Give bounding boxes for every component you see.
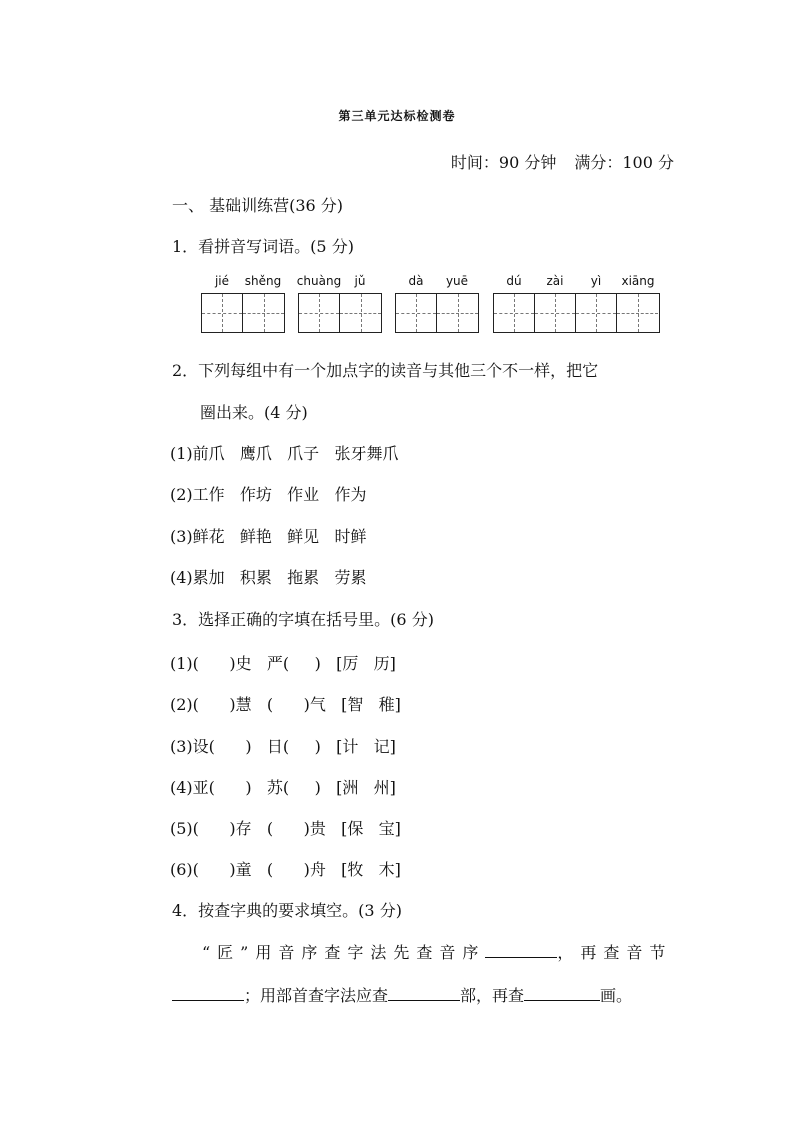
- exam-meta: [451, 150, 674, 173]
- writing-grid[interactable]: [395, 293, 479, 333]
- question-3-item[interactable]: (3)设( ) 日( ) [计 记]: [170, 737, 396, 756]
- question-4-line-1: [202, 940, 672, 963]
- question-3-prompt: 3．选择正确的字填在括号里。(6 分): [172, 610, 434, 629]
- writing-grid[interactable]: [493, 293, 660, 333]
- character-cell[interactable]: [243, 294, 284, 332]
- question-2-prompt-cont: 圈出来。(4 分): [200, 403, 308, 422]
- question-3-item[interactable]: (5)( )存 ( )贵 [保 宝]: [170, 819, 401, 838]
- question-3-item[interactable]: (6)( )童 ( )舟 [牧 木]: [170, 860, 401, 879]
- pinyin: jǔ: [354, 274, 366, 288]
- question-2-item: (3)鲜花 鲜艳 鲜见 时鲜: [170, 527, 367, 546]
- question-2-item: (4)累加 积累 拖累 劳累: [170, 568, 367, 587]
- pinyin: chuàng: [296, 274, 342, 288]
- question-4-prompt: 4．按查字典的要求填空。(3 分): [172, 901, 402, 920]
- pinyin: dà: [408, 274, 424, 288]
- pinyin: jié: [214, 274, 230, 288]
- question-1-prompt: 1．看拼音写词语。(5 分): [172, 237, 354, 256]
- character-cell[interactable]: [396, 294, 437, 332]
- pinyin: yì: [590, 274, 602, 288]
- character-cell[interactable]: [576, 294, 617, 332]
- answer-blank-sequence[interactable]: [485, 941, 557, 958]
- pinyin: shěng: [244, 274, 282, 288]
- question-3-item[interactable]: (4)亚( ) 苏( ) [洲 州]: [170, 778, 396, 797]
- question-2-item: (1)前爪 鹰爪 爪子 张牙舞爪: [170, 444, 399, 463]
- pinyin: xiāng: [621, 274, 655, 288]
- question-3-item[interactable]: (2)( )慧 ( )气 [智 稚]: [170, 695, 401, 714]
- character-cell[interactable]: [340, 294, 381, 332]
- pinyin: zài: [546, 274, 564, 288]
- pinyin: dú: [506, 274, 522, 288]
- answer-blank-radical[interactable]: [388, 984, 460, 1001]
- q4-text: 部，再查: [460, 986, 525, 1005]
- time-limit: 时间：90 分钟: [450, 153, 557, 172]
- character-cell[interactable]: [202, 294, 243, 332]
- question-2-prompt: 2．下列每组中有一个加点字的读音与其他三个不一样，把它: [172, 361, 599, 380]
- pinyin: yuē: [445, 274, 469, 288]
- q4-text: ；用部首查字法应查: [244, 986, 389, 1005]
- character-cell[interactable]: [437, 294, 478, 332]
- answer-blank-strokes[interactable]: [524, 984, 600, 1001]
- character-cell[interactable]: [299, 294, 340, 332]
- writing-grid[interactable]: [298, 293, 382, 333]
- section-heading: 一、 基础训练营(36 分): [172, 196, 344, 215]
- character-cell[interactable]: [535, 294, 576, 332]
- full-score: 满分：100 分: [574, 153, 674, 172]
- q4-text: “匠”用音序查字法先查音序: [202, 943, 486, 962]
- character-cell[interactable]: [617, 294, 658, 332]
- question-2-item: (2)工作 作坊 作业 作为: [170, 485, 367, 504]
- question-4-line-2: [172, 983, 632, 1006]
- q4-text: 画。: [600, 986, 633, 1005]
- q4-text: ，再查音节: [557, 943, 673, 962]
- page-title: 第三单元达标检测卷: [338, 109, 456, 123]
- writing-grid[interactable]: [201, 293, 285, 333]
- question-3-item[interactable]: (1)( )史 严( ) [厉 历]: [170, 654, 396, 673]
- answer-blank-syllable[interactable]: [172, 984, 244, 1001]
- character-cell[interactable]: [494, 294, 535, 332]
